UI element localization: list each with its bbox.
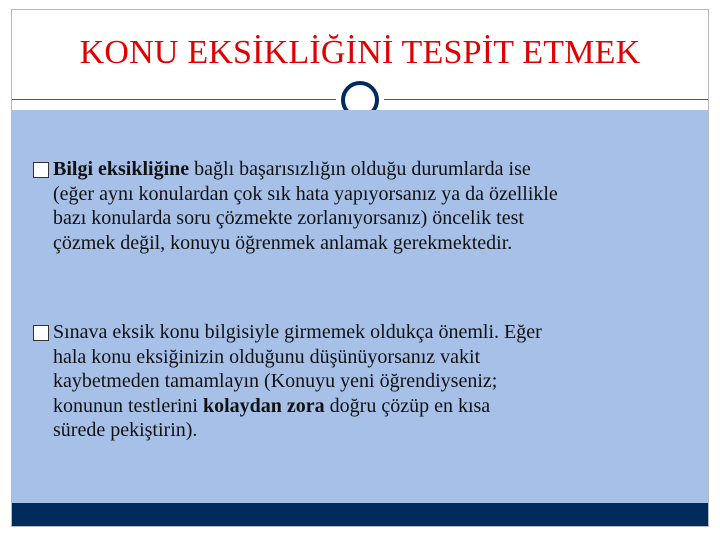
title-divider-right [382, 99, 708, 100]
square-bullet-icon [33, 325, 49, 341]
paragraph-1 [34, 157, 694, 255]
paragraph-2 [34, 320, 694, 443]
paragraph-2-line-3: kaybetmeden tamamlayın (Konuyu yeni öğrendiyseniz; [53, 370, 498, 392]
bold-lead: Bilgi eksikliğine [53, 158, 190, 180]
slide-title: KONU EKSİKLİĞİNİ TESPİT ETMEK [79, 34, 641, 71]
paragraph-1-line-4: çözmek değil, konuyu öğrenmek anlamak gerekmektedir. [53, 231, 513, 254]
paragraph-2-line-2: hala konu eksiğinizin olduğunu düşünüyorsanız vakit [53, 345, 481, 368]
paragraph-2-line-4 [34, 394, 694, 419]
square-bullet-icon [33, 162, 49, 178]
paragraph-1-line-3: bazı konularda soru çözmekte zorlanıyorsanız) öncelik test [53, 207, 524, 229]
paragraph-2-line-5: sürede pekiştirin). [53, 419, 198, 441]
paragraph-2-line-4-pre: konunun testlerini [53, 394, 203, 417]
paragraph-1-line-2: (eğer aynı konulardan çok sık hata yapıyorsanız ya da özellikle [53, 182, 558, 205]
paragraph-1-line-1 [34, 157, 694, 182]
paragraph-2-line-4-post: doğru çözüp en kısa [324, 394, 491, 417]
title-divider-left [12, 99, 338, 100]
footer-bar [12, 503, 708, 526]
paragraph-1-line-1-rest: bağlı başarısızlığın olduğu durumlarda ise [189, 158, 531, 180]
paragraph-2-line-1: Sınava eksik konu bilgisiyle girmemek oldukça önemli. Eğer [53, 321, 542, 343]
emphasis-kolaydan-zora: kolaydan zora [202, 394, 325, 417]
